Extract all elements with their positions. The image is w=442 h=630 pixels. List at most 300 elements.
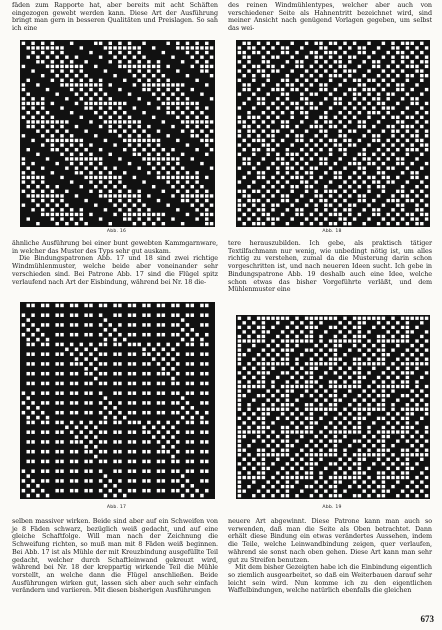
weave-cell <box>286 83 289 86</box>
weave-cell <box>94 185 97 188</box>
weave-cell <box>205 120 208 123</box>
weave-cell <box>157 88 160 91</box>
top-left-paragraph: fäden zum Rapporte hat, aber bereits mit acht Schäften eingezogen gewebt werden kann. Diese Art der Ausführung bringt man gern in besseren Qualitäten und Preislagen. So sah ich eine <box>12 1 218 33</box>
weave-cell <box>290 339 293 342</box>
weave-cell <box>305 42 308 45</box>
weave-cell <box>348 485 351 488</box>
weave-cell <box>324 389 327 392</box>
weave-cell <box>343 180 346 183</box>
weave-cell <box>22 171 25 174</box>
weave-cell <box>27 217 30 220</box>
weave-cell <box>113 430 116 434</box>
weave-cell <box>324 143 327 146</box>
weave-cell <box>362 399 365 402</box>
weave-cell <box>133 83 136 86</box>
weave-cell <box>46 479 49 483</box>
weave-cell <box>286 93 289 96</box>
weave-cell <box>300 139 303 142</box>
weave-cell <box>252 467 255 470</box>
weave-cell <box>75 348 78 352</box>
weave-cell <box>142 65 145 68</box>
weave-cell <box>386 180 389 183</box>
weave-cell <box>70 304 73 308</box>
weave-cell <box>55 411 58 415</box>
weave-cell <box>348 56 351 59</box>
weave-cell <box>410 65 413 68</box>
weave-cell <box>343 125 346 128</box>
weave-cell <box>262 83 265 86</box>
weave-cell <box>247 348 250 351</box>
weave-cell <box>338 480 341 483</box>
weave-cell <box>31 116 34 119</box>
weave-cell <box>343 69 346 72</box>
weave-cell <box>195 148 198 151</box>
weave-cell <box>247 143 250 146</box>
weave-cell <box>238 462 241 465</box>
weave-cell <box>242 176 245 179</box>
weave-cell <box>166 176 169 179</box>
weave-cell <box>396 399 399 402</box>
weave-cell <box>51 213 54 216</box>
weave-cell <box>70 60 73 63</box>
weave-cell <box>266 353 269 356</box>
weave-cell <box>358 139 361 142</box>
weave-cell <box>276 153 279 156</box>
weave-cell <box>31 42 34 45</box>
weave-cell <box>319 42 322 45</box>
weave-cell <box>262 408 265 411</box>
weave-cell <box>358 79 361 82</box>
weave-cell <box>41 401 44 405</box>
weave-cell <box>319 321 322 324</box>
weave-cell <box>338 412 341 415</box>
weave-cell <box>324 371 327 374</box>
weave-cell <box>99 171 102 174</box>
weave-cell <box>137 139 140 142</box>
weave-cell <box>262 371 265 374</box>
weave-cell <box>276 42 279 45</box>
weave-cell <box>295 199 298 202</box>
weave-cell <box>123 120 126 123</box>
weave-cell <box>36 416 39 420</box>
weave-cell <box>133 148 136 151</box>
weave-cell <box>55 120 58 123</box>
weave-cell <box>401 408 404 411</box>
weave-cell <box>281 185 284 188</box>
weave-cell <box>200 93 203 96</box>
weave-cell <box>353 204 356 207</box>
weave-cell <box>286 60 289 63</box>
weave-cell <box>176 102 179 105</box>
weave-cell <box>118 180 121 183</box>
weave-cell <box>51 217 54 220</box>
weave-cell <box>367 130 370 133</box>
weave-cell <box>36 194 39 197</box>
weave-cell <box>348 130 351 133</box>
weave-cell <box>41 46 44 49</box>
weave-cell <box>171 304 174 308</box>
weave-cell <box>420 199 423 202</box>
weave-cell <box>109 97 112 100</box>
weave-cell <box>75 460 78 464</box>
weave-cell <box>290 348 293 351</box>
weave-cell <box>401 97 404 100</box>
weave-cell <box>319 471 322 474</box>
weave-cell <box>358 125 361 128</box>
weave-cell <box>271 421 274 424</box>
weave-cell <box>84 411 87 415</box>
weave-cell <box>319 385 322 388</box>
weave-cell <box>157 97 160 100</box>
weave-cell <box>319 56 322 59</box>
weave-cell <box>372 362 375 365</box>
weave-cell <box>257 190 260 193</box>
weave-cell <box>319 162 322 165</box>
weave-cell <box>276 480 279 483</box>
weave-cell <box>137 343 140 347</box>
weave-cell <box>186 372 189 376</box>
weave-cell <box>314 421 317 424</box>
weave-cell <box>372 353 375 356</box>
weave-cell <box>55 185 58 188</box>
weave-cell <box>195 106 198 109</box>
weave-cell <box>286 494 289 497</box>
weave-cell <box>147 143 150 146</box>
weave-cell <box>94 111 97 114</box>
weave-cell <box>334 69 337 72</box>
weave-cell <box>372 97 375 100</box>
weave-cell <box>104 474 107 478</box>
weave-cell <box>84 372 87 376</box>
weave-cell <box>118 460 121 464</box>
weave-cell <box>362 167 365 170</box>
weave-cell <box>410 148 413 151</box>
weave-cell <box>60 411 63 415</box>
weave-cell <box>118 304 121 308</box>
weave-cell <box>410 344 413 347</box>
weave-cell <box>271 88 274 91</box>
weave-cell <box>171 460 174 464</box>
weave-cell <box>358 371 361 374</box>
weave-cell <box>334 171 337 174</box>
weave-cell <box>386 111 389 114</box>
weave-cell <box>162 74 165 77</box>
weave-cell <box>386 430 389 433</box>
weave-cell <box>329 139 332 142</box>
weave-cell <box>377 194 380 197</box>
weave-cell <box>314 380 317 383</box>
weave-cell <box>142 430 145 434</box>
weave-cell <box>353 171 356 174</box>
weave-cell <box>191 421 194 425</box>
weave-cell <box>372 408 375 411</box>
weave-cell <box>353 471 356 474</box>
weave-cell <box>157 479 160 483</box>
weave-cell <box>334 380 337 383</box>
weave-cell <box>271 185 274 188</box>
weave-cell <box>343 134 346 137</box>
weave-cell <box>133 176 136 179</box>
weave-cell <box>425 148 428 151</box>
weave-cell <box>31 190 34 193</box>
weave-cell <box>425 176 428 179</box>
weave-cell <box>305 444 308 447</box>
weave-cell <box>75 440 78 444</box>
weave-cell <box>343 326 346 329</box>
weave-cell <box>329 485 332 488</box>
weave-cell <box>94 93 97 96</box>
weave-cell <box>271 339 274 342</box>
weave-cell <box>142 111 145 114</box>
weave-cell <box>343 476 346 479</box>
weave-cell <box>104 111 107 114</box>
weave-cell <box>137 208 140 211</box>
weave-cell <box>65 190 68 193</box>
weave-cell <box>343 42 346 45</box>
weave-cell <box>329 449 332 452</box>
weave-cell <box>252 476 255 479</box>
weave-cell <box>22 88 25 91</box>
weave-cell <box>290 69 293 72</box>
weave-cell <box>406 426 409 429</box>
weave-cell <box>104 69 107 72</box>
weave-cell <box>362 408 365 411</box>
weave-cell <box>252 480 255 483</box>
weave-cell <box>406 471 409 474</box>
weave-cell <box>415 134 418 137</box>
weave-cell <box>425 476 428 479</box>
weave-cell <box>300 134 303 137</box>
weave-cell <box>166 157 169 160</box>
weave-cell <box>252 148 255 151</box>
weave-cell <box>271 56 274 59</box>
weave-cell <box>118 333 121 337</box>
weave-cell <box>128 401 131 405</box>
weave-cell <box>137 194 140 197</box>
weave-cell <box>300 157 303 160</box>
weave-cell <box>191 430 194 434</box>
weave-cell <box>31 323 34 327</box>
weave-cell <box>353 344 356 347</box>
weave-cell <box>382 204 385 207</box>
weave-cell <box>425 348 428 351</box>
weave-cell <box>252 213 255 216</box>
weave-cell <box>410 444 413 447</box>
weave-cell <box>377 485 380 488</box>
weave-cell <box>238 317 241 320</box>
weave-cell <box>420 51 423 54</box>
weave-cell <box>242 56 245 59</box>
weave-cell <box>176 450 179 454</box>
weave-cell <box>257 435 260 438</box>
weave-cell <box>406 167 409 170</box>
weave-cell <box>118 102 121 105</box>
weave-cell <box>99 125 102 128</box>
bottom-right-paragraph-2: Mit dem bisher Gezeigten habe ich die Einbindung eigentlich so ziemlich ausgearbeitet, so daß ein Weiterbauen darauf sehr leicht sein wird. Nun komme ich zu den eigentlichen Waffelbindungen, welche natürlich ebenfalls die gleichen <box>228 563 432 595</box>
weave-cell <box>425 134 428 137</box>
weave-cell <box>415 494 418 497</box>
weave-cell <box>252 139 255 142</box>
weave-cell <box>238 485 241 488</box>
weave-cell <box>152 65 155 68</box>
weave-cell <box>147 430 150 434</box>
weave-cell <box>276 335 279 338</box>
weave-cell <box>266 148 269 151</box>
weave-cell <box>128 116 131 119</box>
weave-cell <box>338 130 341 133</box>
weave-cell <box>99 102 102 105</box>
weave-cell <box>99 304 102 308</box>
weave-cell <box>300 490 303 493</box>
weave-cell <box>166 171 169 174</box>
weave-cell <box>358 358 361 361</box>
weave-cell <box>377 376 380 379</box>
weave-cell <box>353 476 356 479</box>
weave-cell <box>252 106 255 109</box>
weave-cell <box>343 490 346 493</box>
weave-cell <box>338 176 341 179</box>
weave-cell <box>406 56 409 59</box>
weave-cell <box>84 382 87 386</box>
weave-cell <box>386 412 389 415</box>
weave-cell <box>123 65 126 68</box>
weave-cell <box>319 485 322 488</box>
weave-cell <box>80 116 83 119</box>
weave-cell <box>186 199 189 202</box>
weave-cell <box>420 444 423 447</box>
weave-cell <box>329 476 332 479</box>
weave-cell <box>247 56 250 59</box>
weave-cell <box>406 494 409 497</box>
weave-cell <box>262 143 265 146</box>
weave-cell <box>338 148 341 151</box>
weave-cell <box>147 440 150 444</box>
weave-cell <box>334 494 337 497</box>
weave-cell <box>295 79 298 82</box>
weave-cell <box>181 46 184 49</box>
weave-cell <box>334 399 337 402</box>
weave-cell <box>348 208 351 211</box>
weave-cell <box>372 326 375 329</box>
weave-cell <box>176 46 179 49</box>
weave-cell <box>104 450 107 454</box>
weave-cell <box>36 102 39 105</box>
weave-cell <box>75 213 78 216</box>
weave-cell <box>104 120 107 123</box>
weave-cell <box>123 139 126 142</box>
weave-cell <box>46 88 49 91</box>
weave-cell <box>186 46 189 49</box>
weave-cell <box>181 222 184 225</box>
weave-cell <box>305 362 308 365</box>
weave-cell <box>300 421 303 424</box>
weave-cell <box>358 335 361 338</box>
weave-cell <box>314 120 317 123</box>
weave-cell <box>128 450 131 454</box>
weave-cell <box>367 449 370 452</box>
weave-cell <box>396 321 399 324</box>
weave-cell <box>286 335 289 338</box>
weave-cell <box>420 458 423 461</box>
weave-cell <box>147 65 150 68</box>
weave-cell <box>262 120 265 123</box>
weave-cell <box>338 376 341 379</box>
weave-cell <box>84 450 87 454</box>
weave-cell <box>314 389 317 392</box>
weave-cell <box>406 326 409 329</box>
weave-cell <box>60 382 63 386</box>
weave-cell <box>147 69 150 72</box>
weave-cell <box>406 74 409 77</box>
weave-cell <box>181 120 184 123</box>
weave-cell <box>286 148 289 151</box>
weave-cell <box>300 222 303 225</box>
weave-cell <box>113 167 116 170</box>
weave-cell <box>191 102 194 105</box>
weave-cell <box>157 130 160 133</box>
weave-cell <box>353 42 356 45</box>
weave-cell <box>382 408 385 411</box>
weave-cell <box>305 348 308 351</box>
weave-cell <box>386 74 389 77</box>
weave-cell <box>99 343 102 347</box>
weave-cell <box>70 42 73 45</box>
weave-cell <box>286 417 289 420</box>
weave-cell <box>305 403 308 406</box>
weave-cell <box>84 489 87 493</box>
weave-cell <box>281 157 284 160</box>
weave-cell <box>262 439 265 442</box>
weave-cell <box>133 460 136 464</box>
weave-cell <box>372 421 375 424</box>
weave-cell <box>123 204 126 207</box>
weave-cell <box>415 358 418 361</box>
weave-cell <box>338 476 341 479</box>
weave-cell <box>310 102 313 105</box>
weave-cell <box>329 204 332 207</box>
weave-cell <box>348 185 351 188</box>
weave-cell <box>348 444 351 447</box>
weave-cell <box>396 339 399 342</box>
weave-cell <box>195 176 198 179</box>
weave-cell <box>415 421 418 424</box>
weave-cell <box>410 362 413 365</box>
weave-pattern-fig16 <box>20 40 215 227</box>
weave-cell <box>99 106 102 109</box>
weave-cell <box>113 194 116 197</box>
weave-cell <box>104 352 107 356</box>
weave-cell <box>338 344 341 347</box>
weave-cell <box>338 143 341 146</box>
weave-cell <box>60 79 63 82</box>
weave-cell <box>84 130 87 133</box>
weave-cell <box>27 382 30 386</box>
weave-cell <box>372 389 375 392</box>
weave-cell <box>334 176 337 179</box>
weave-cell <box>262 339 265 342</box>
weave-cell <box>391 167 394 170</box>
weave-cell <box>382 102 385 105</box>
weave-cell <box>362 376 365 379</box>
weave-cell <box>205 208 208 211</box>
weave-cell <box>286 120 289 123</box>
weave-cell <box>142 323 145 327</box>
weave-cell <box>262 385 265 388</box>
weave-cell <box>152 139 155 142</box>
weave-cell <box>133 139 136 142</box>
weave-cell <box>353 426 356 429</box>
weave-cell <box>205 106 208 109</box>
